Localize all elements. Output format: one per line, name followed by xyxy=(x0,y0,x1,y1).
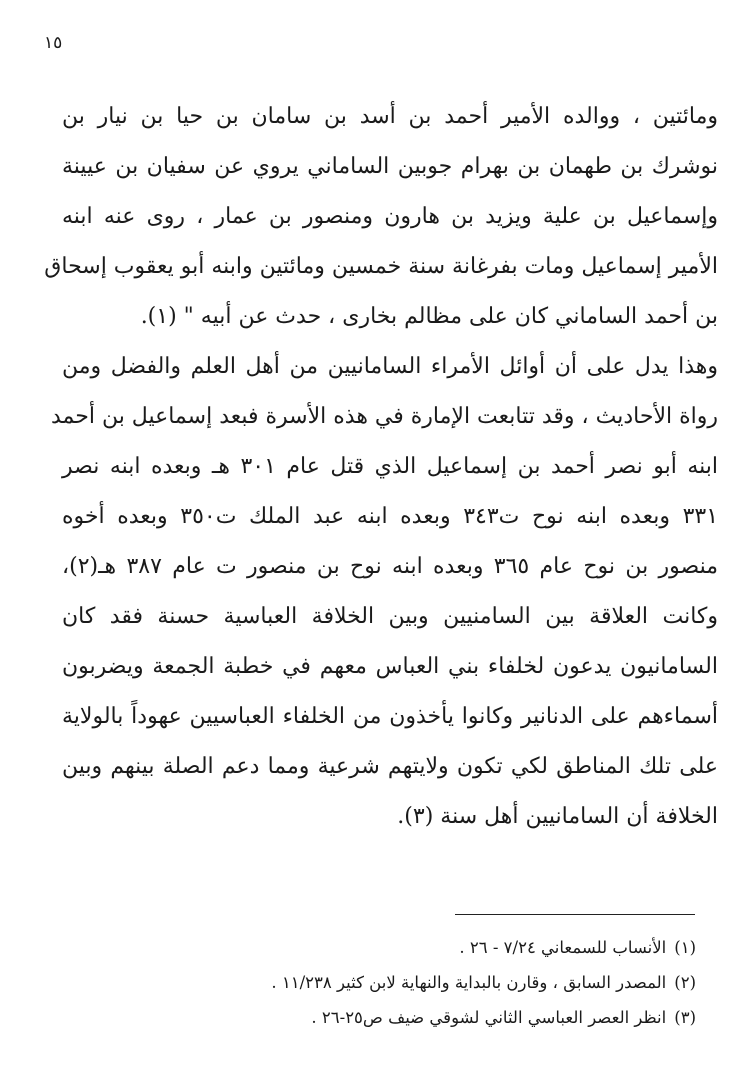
footnote-1 xyxy=(271,930,696,965)
paragraph-1 xyxy=(44,92,718,342)
footnote-3 xyxy=(271,1000,696,1035)
footnotes xyxy=(271,930,696,1035)
footnote-divider xyxy=(455,914,695,915)
text-line: رواة الأحاديث ، وقد تتابعت الإمارة في هذه الأسرة فبعد إسماعيل بن أحمد xyxy=(50,404,718,429)
text-line: منصور بن نوح عام ٣٦٥ وبعده ابنه نوح بن منصور ت عام ٣٨٧ هـ(٢)، xyxy=(62,554,719,579)
footnote-mark: (١) xyxy=(674,938,696,957)
footnote-text: انظر العصر العباسي الثاني لشوقي ضيف ص٢٥-٢٦ . xyxy=(311,1008,667,1027)
page-number: ١٥ xyxy=(44,33,63,53)
body-text xyxy=(44,92,719,842)
paragraph-2 xyxy=(50,342,719,842)
footnote-2 xyxy=(271,965,696,1000)
text-line: وإسماعيل بن علية ويزيد بن هارون ومنصور بن عمار ، روى عنه ابنه xyxy=(62,204,718,229)
text-line: وهذا يدل على أن أوائل الأمراء السامانيين من أهل العلم والفضل ومن xyxy=(62,354,718,379)
text-line: أسماءهم على الدنانير وكانوا يأخذون من الخلفاء العباسيين عهوداً بالولاية xyxy=(62,704,718,729)
text-line: ٣٣١ وبعده ابنه نوح ت٣٤٣ وبعده ابنه عبد الملك ت٣٥٠ وبعده أخوه xyxy=(62,504,719,529)
text-line: الخلافة أن السامانيين أهل سنة (٣). xyxy=(397,804,718,829)
text-line: السامانيون يدعون لخلفاء بني العباس معهم في خطبة الجمعة ويضربون xyxy=(62,654,718,679)
text-line: نوشرك بن طهمان بن بهرام جوبين الساماني يروي عن سفيان بن عيينة xyxy=(62,154,718,179)
footnote-mark: (٢) xyxy=(674,973,696,992)
text-line: بن أحمد الساماني كان على مظالم بخارى ، حدث عن أبيه " (١). xyxy=(140,304,718,329)
text-line: ابنه أبو نصر أحمد بن إسماعيل الذي قتل عام ٣٠١ هـ وبعده ابنه نصر xyxy=(62,454,718,479)
footnote-mark: (٣) xyxy=(674,1008,696,1027)
text-line: ومائتين ، ووالده الأمير أحمد بن أسد بن سامان بن حيا بن نيار بن xyxy=(62,104,718,129)
footnote-text: المصدر السابق ، وقارن بالبداية والنهاية لابن كثير ١١/٢٣٨ . xyxy=(271,973,667,992)
text-line: الأمير إسماعيل ومات بفرغانة سنة خمسين ومائتين وابنه أبو يعقوب إسحاق xyxy=(44,254,718,279)
text-line: وكانت العلاقة بين السامنيين وبين الخلافة العباسية حسنة فقد كان xyxy=(62,604,718,629)
text-line: على تلك المناطق لكي تكون ولايتهم شرعية ومما دعم الصلة بينهم وبين xyxy=(62,754,718,779)
footnote-text: الأنساب للسمعاني ٧/٢٤ - ٢٦ . xyxy=(459,938,667,957)
